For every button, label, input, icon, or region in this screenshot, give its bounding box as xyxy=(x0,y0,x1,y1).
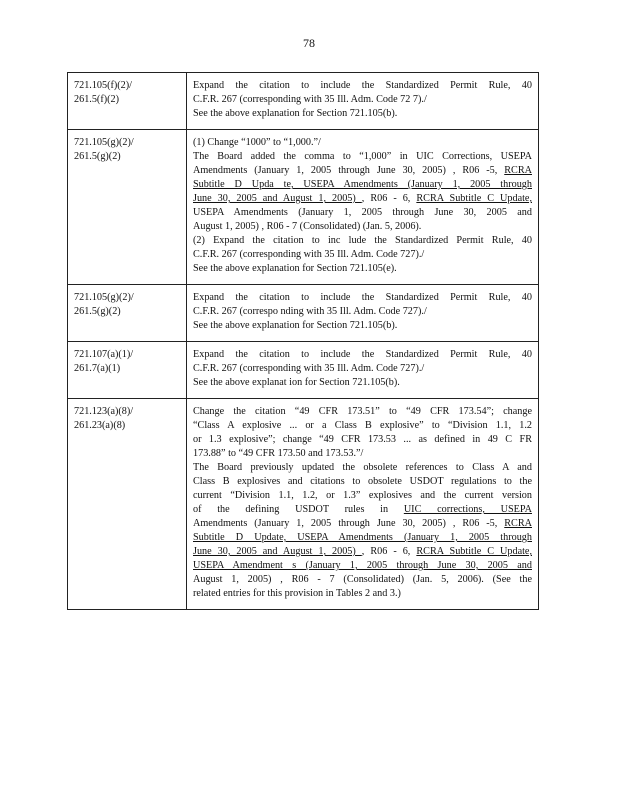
text-segment: Class B explosives and citations to obsolete USDOT regulations to the xyxy=(193,476,532,487)
underlined-text: RCRA xyxy=(504,518,532,529)
section-citation: 261.7(a)(1) xyxy=(74,363,121,374)
text-line xyxy=(193,136,532,150)
table-row xyxy=(68,130,539,285)
text-segment: August 1, 2005) , R06 - 7 (Consolidated) (Jan. 5, 2006). (See the xyxy=(193,574,532,585)
underlined-text: RCRA xyxy=(504,165,532,176)
text-line xyxy=(193,93,532,107)
underlined-text: RCRA Subtitle C Update, xyxy=(416,193,532,204)
text-segment: (2) Expand the citation to inc lude the Standardized Permit Rule, 40 xyxy=(193,235,532,246)
text-segment: August 1, 2005) , R06 - 7 (Consolidated) (Jan. 5, 2006). xyxy=(193,221,422,232)
text-segment: The Board previously updated the obsolete references to Class A and xyxy=(193,462,532,473)
text-segment: , R06 - 6, xyxy=(361,546,417,557)
text-line xyxy=(193,150,532,164)
section-citation: 721.123(a)(8)/ xyxy=(74,406,134,417)
table-row xyxy=(68,285,539,342)
text-line xyxy=(193,489,532,503)
table-row xyxy=(68,342,539,399)
underlined-text: Subtitle D Upda te, USEPA Amendments (January 1, 2005 through xyxy=(193,179,532,190)
text-line xyxy=(193,305,532,319)
text-line xyxy=(193,262,532,276)
table-row xyxy=(68,73,539,130)
text-segment: Amendments (January 1, 2005 through June 30, 2005) , R06 -5, xyxy=(193,518,505,529)
text-segment: C.F.R. 267 (corresponding with 35 Ill. Adm. Code 727)./ xyxy=(193,249,425,260)
text-line xyxy=(193,503,532,517)
text-line xyxy=(193,405,532,419)
text-line xyxy=(193,107,532,121)
text-segment: Change the citation “49 CFR 173.51” to “49 CFR 173.54”; change xyxy=(193,406,532,417)
text-segment: See the above explanation for Section 721.105(b). xyxy=(193,108,398,119)
section-citation: 721.105(g)(2)/ xyxy=(74,137,134,148)
text-line xyxy=(193,433,532,447)
text-segment: 173.88” to “49 CFR 173.50 and 173.53.”/ xyxy=(193,448,364,459)
text-segment: Expand the citation to include the Standardized Permit Rule, 40 xyxy=(193,80,532,91)
text-segment: C.F.R. 267 (corresponding with 35 Ill. Adm. Code 727)./ xyxy=(193,363,425,374)
text-line xyxy=(193,348,532,362)
text-segment: See the above explanation for Section 721.105(e). xyxy=(193,263,397,274)
text-segment: or 1.3 explosive”; change “49 CFR 173.53 ... as defined in 49 C FR xyxy=(193,434,532,445)
text-line xyxy=(193,291,532,305)
text-line xyxy=(193,192,532,206)
text-line xyxy=(193,362,532,376)
text-line xyxy=(193,419,532,433)
text-segment: Expand the citation to include the Standardized Permit Rule, 40 xyxy=(193,292,532,303)
text-segment: , R06 - 6, xyxy=(361,193,417,204)
text-segment: related entries for this provision in Tables 2 and 3.) xyxy=(193,588,401,599)
text-segment: Amendments (January 1, 2005 through June 30, 2005) , R06 -5, xyxy=(193,165,505,176)
underlined-text: UIC corrections, USEPA xyxy=(403,504,532,515)
text-line xyxy=(193,164,532,178)
text-segment: (1) Change “1000” to “1,000.”/ xyxy=(193,137,321,148)
underlined-text: June 30, 2005 and August 1, 2005) xyxy=(193,546,362,557)
text-line xyxy=(193,178,532,192)
text-line xyxy=(193,79,532,93)
text-line xyxy=(193,376,532,390)
underlined-text: USEPA Amendment s (January 1, 2005 through June 30, 2005 and xyxy=(193,560,532,571)
text-line xyxy=(193,559,532,573)
text-line xyxy=(193,319,532,333)
text-segment: The Board added the comma to “1,000” in UIC Corrections, USEPA xyxy=(193,151,532,162)
section-citation: 721.105(g)(2)/ xyxy=(74,292,134,303)
correction-description-cell xyxy=(187,73,539,130)
section-citation: 721.107(a)(1)/ xyxy=(74,349,134,360)
text-segment: See the above explanation for Section 721.105(b). xyxy=(193,320,398,331)
table-row xyxy=(68,399,539,610)
text-line xyxy=(193,517,532,531)
section-citation-cell xyxy=(68,399,187,610)
correction-description-cell xyxy=(187,399,539,610)
section-citation-cell xyxy=(68,342,187,399)
correction-description-cell xyxy=(187,342,539,399)
text-line xyxy=(193,475,532,489)
text-segment: See the above explanat ion for Section 721.105(b). xyxy=(193,377,400,388)
text-segment: C.F.R. 267 (correspo nding with 35 Ill. Adm. Code 727)./ xyxy=(193,306,427,317)
text-segment: C.F.R. 267 (corresponding with 35 Ill. Adm. Code 72 7)./ xyxy=(193,94,427,105)
text-segment: “Class A explosive ... or a Class B explosive” to “Division 1.1, 1.2 xyxy=(193,420,532,431)
text-segment: current “Division 1.1, 1.2, or 1.3” explosives and the current version xyxy=(193,490,532,501)
section-citation-cell xyxy=(68,130,187,285)
section-citation: 261.5(f)(2) xyxy=(74,94,119,105)
text-line xyxy=(193,220,532,234)
correction-description-cell xyxy=(187,285,539,342)
text-segment: of the defining USDOT rules in xyxy=(193,504,404,515)
text-line xyxy=(193,545,532,559)
section-citation-cell xyxy=(68,285,187,342)
text-segment: USEPA Amendments (January 1, 2005 through June 30, 2005 and xyxy=(193,207,532,218)
text-line xyxy=(193,461,532,475)
text-line xyxy=(193,531,532,545)
underlined-text: Subtitle D Update, USEPA Amendments (January 1, 2005 through xyxy=(193,532,532,543)
section-citation-cell xyxy=(68,73,187,130)
text-line xyxy=(193,573,532,587)
text-line xyxy=(193,234,532,248)
section-citation: 261.5(g)(2) xyxy=(74,306,121,317)
underlined-text: RCRA Subtitle C Update, xyxy=(416,546,532,557)
section-citation: 261.5(g)(2) xyxy=(74,151,121,162)
text-line xyxy=(193,248,532,262)
text-line xyxy=(193,206,532,220)
corrections-table xyxy=(67,72,539,610)
section-citation: 721.105(f)(2)/ xyxy=(74,80,132,91)
underlined-text: June 30, 2005 and August 1, 2005) xyxy=(193,193,362,204)
correction-description-cell xyxy=(187,130,539,285)
page-number: 78 xyxy=(303,36,315,50)
text-line xyxy=(193,587,532,601)
text-line xyxy=(193,447,532,461)
text-segment: Expand the citation to include the Standardized Permit Rule, 40 xyxy=(193,349,532,360)
section-citation: 261.23(a)(8) xyxy=(74,420,126,431)
